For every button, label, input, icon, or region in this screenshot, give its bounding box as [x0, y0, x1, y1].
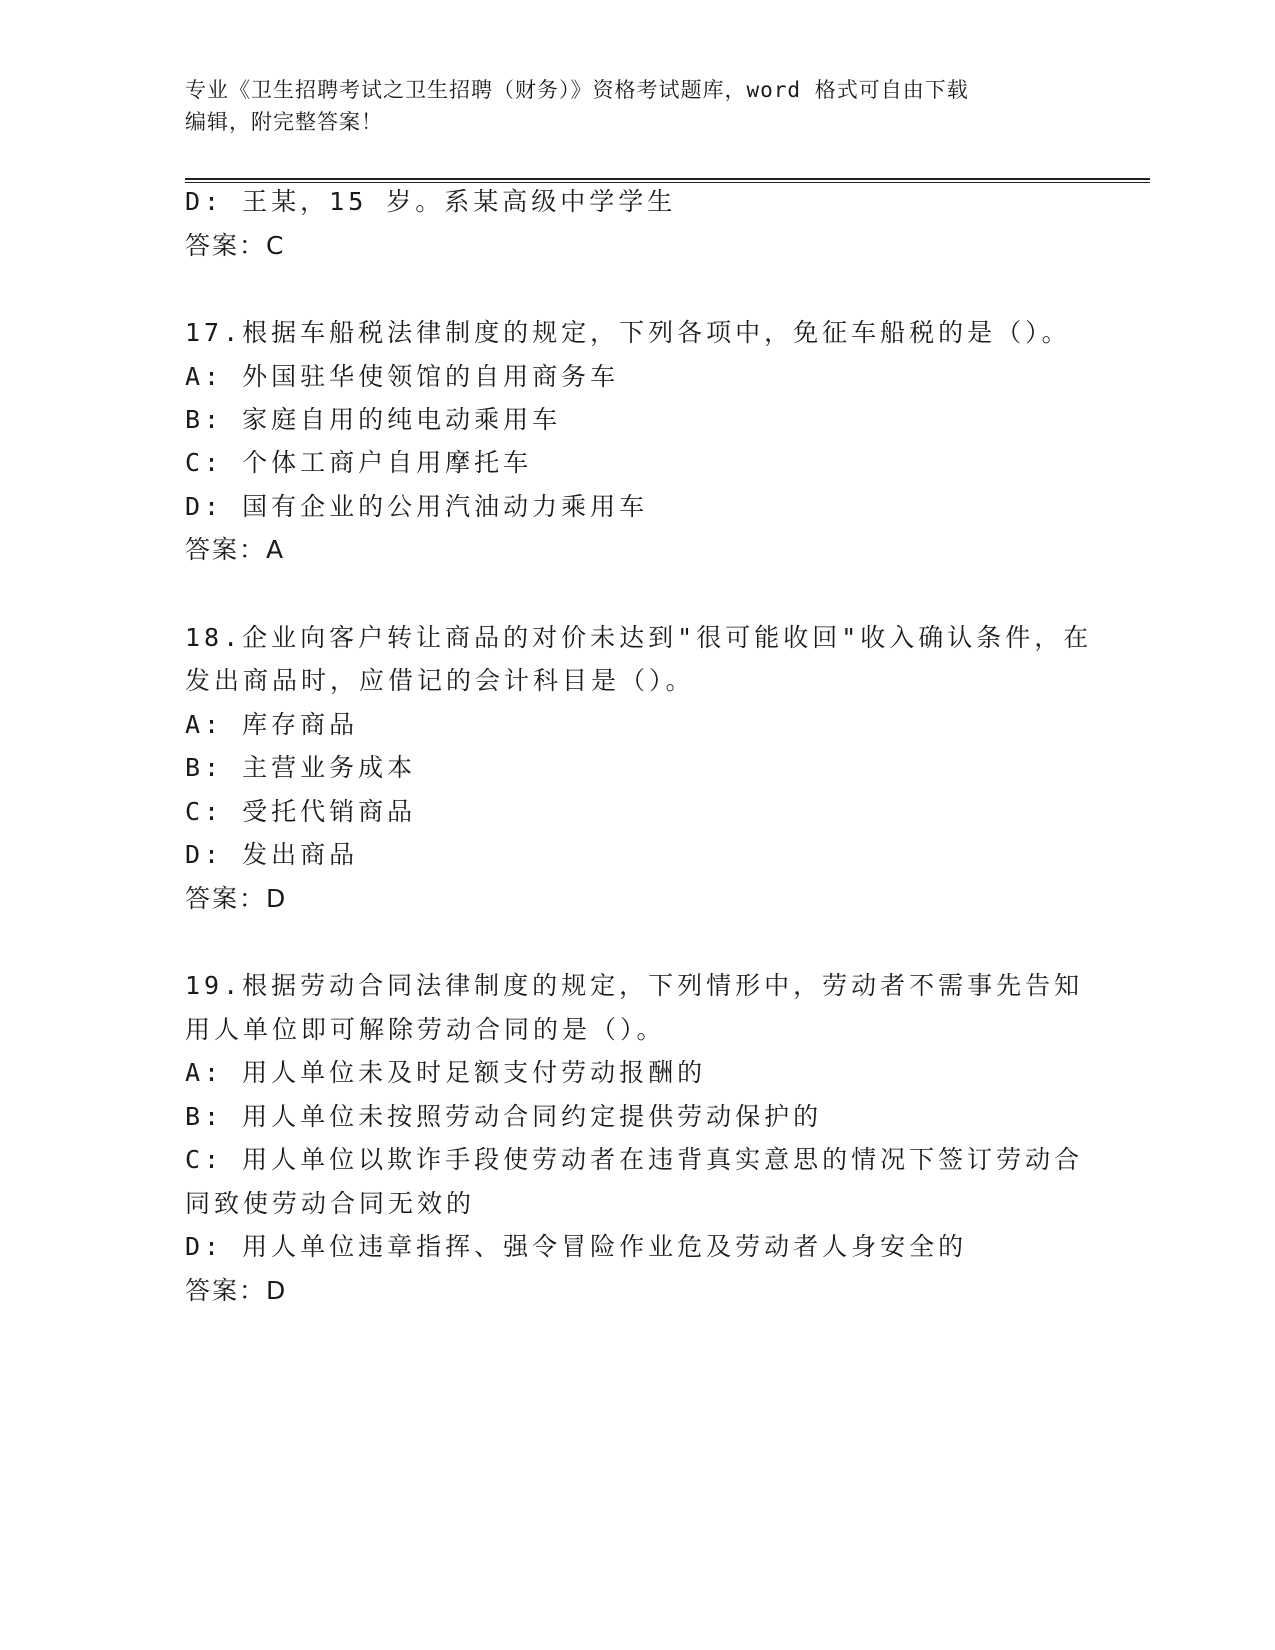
q19-question-line-2: 用人单位即可解除劳动合同的是（）。	[185, 1015, 666, 1044]
q18-answer: 答案：D	[185, 884, 288, 913]
header-line-2: 编辑，附完整答案！	[185, 110, 383, 134]
q19-option-b: B: 用人单位未按照劳动合同约定提供劳动保护的	[185, 1102, 823, 1131]
q17-answer: 答案：A	[185, 535, 286, 564]
q19-option-d: D: 用人单位违章指挥、强令冒险作业危及劳动者人身安全的	[185, 1232, 968, 1261]
q18-option-a: A: 库存商品	[185, 710, 359, 739]
q19-question-line-1: 19.根据劳动合同法律制度的规定，下列情形中，劳动者不需事先告知	[185, 971, 1084, 1000]
q17-option-d: D: 国有企业的公用汽油动力乘用车	[185, 492, 649, 521]
q19-option-c-line-1: C: 用人单位以欺诈手段使劳动者在违背真实意思的情况下签订劳动合	[185, 1145, 1084, 1174]
prev-option-d: D: 王某，15 岁。系某高级中学学生	[185, 187, 677, 216]
q19-answer: 答案：D	[185, 1276, 288, 1305]
prev-answer: 答案：C	[185, 231, 286, 260]
q18-option-c: C: 受托代销商品	[185, 797, 417, 826]
q17-option-a: A: 外国驻华使领馆的自用商务车	[185, 362, 620, 391]
q19-option-c-line-2: 同致使劳动合同无效的	[185, 1189, 476, 1218]
header-line-1: 专业《卫生招聘考试之卫生招聘（财务）》资格考试题库，word 格式可自由下载	[185, 78, 969, 102]
q17-question: 17.根据车船税法律制度的规定，下列各项中，免征车船税的是（）。	[185, 318, 1071, 347]
q18-option-b: B: 主营业务成本	[185, 753, 417, 782]
q18-question-line-2: 发出商品时，应借记的会计科目是（）。	[185, 666, 695, 695]
q18-question-line-1: 18.企业向客户转让商品的对价未达到"很可能收回"收入确认条件，在	[185, 623, 1093, 652]
q19-option-a: A: 用人单位未及时足额支付劳动报酬的	[185, 1058, 707, 1087]
header-divider	[185, 178, 1150, 183]
document-header	[185, 74, 1065, 138]
q18-option-d: D: 发出商品	[185, 840, 359, 869]
q17-option-b: B: 家庭自用的纯电动乘用车	[185, 405, 562, 434]
q17-option-c: C: 个体工商户自用摩托车	[185, 448, 533, 477]
